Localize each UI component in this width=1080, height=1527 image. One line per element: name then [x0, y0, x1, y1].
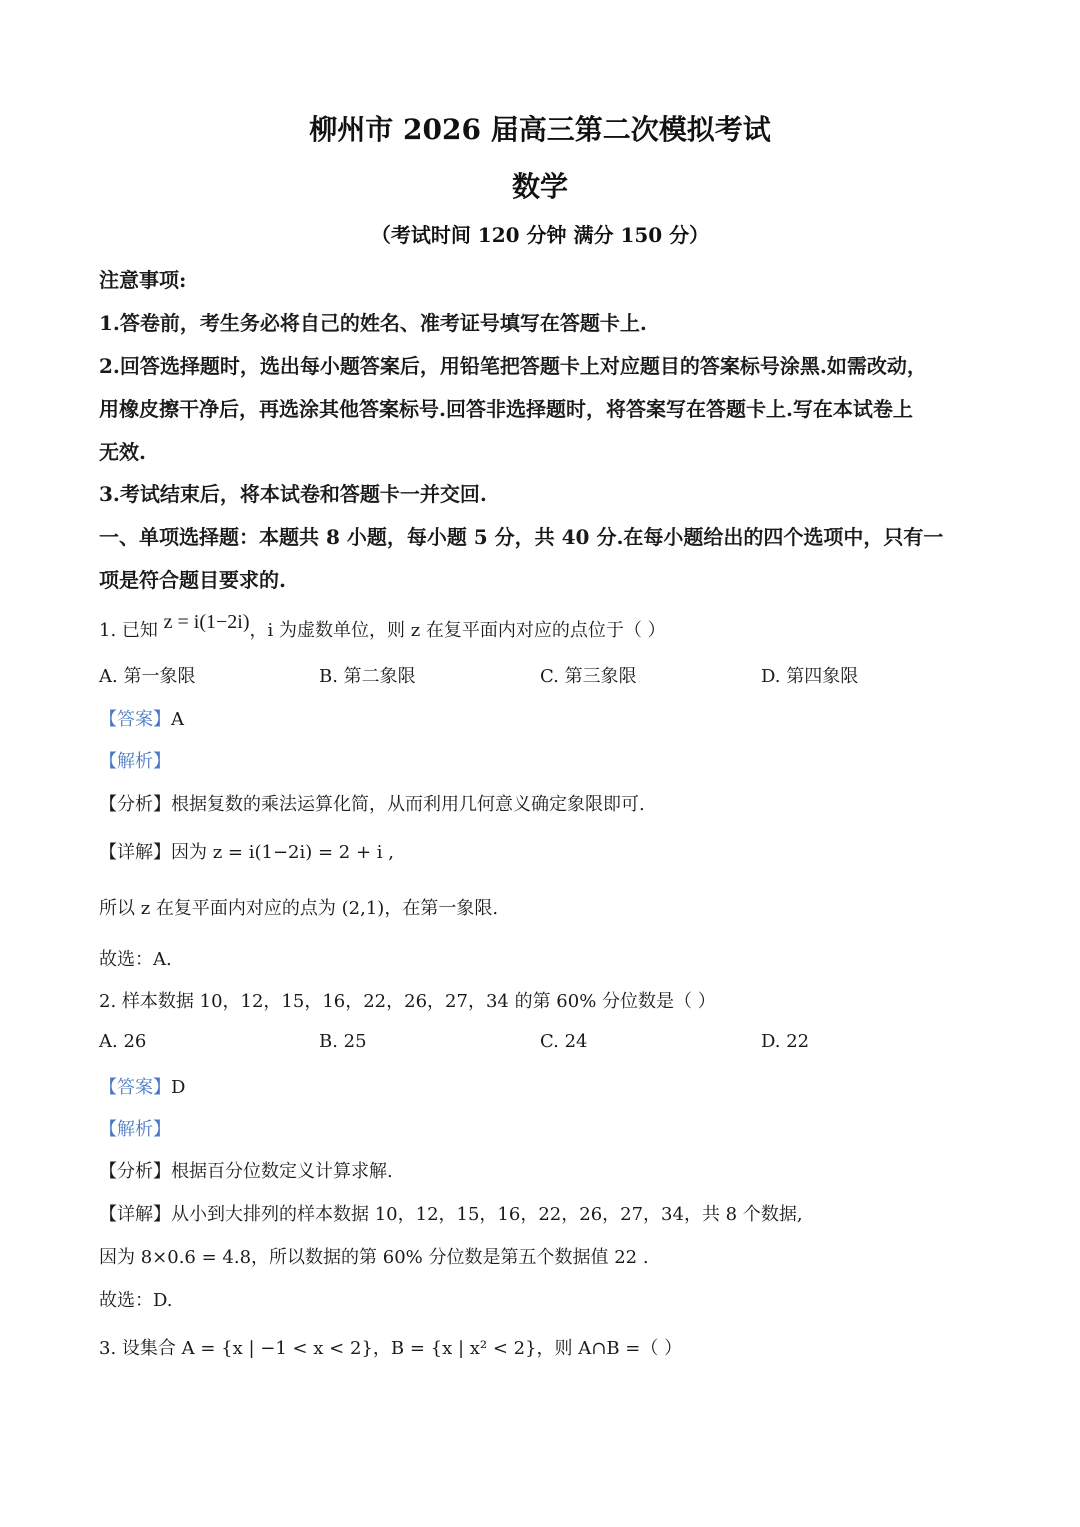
note-2-line-2: 用橡皮擦干净后，再选涂其他答案标号.回答非选择题时，将答案写在答题卡上.写在本试卷上 — [99, 397, 913, 421]
notes-heading: 注意事项: — [99, 268, 187, 292]
q1-analysis-label: 【解析】 — [99, 751, 171, 772]
q2-answer: D — [171, 1077, 186, 1098]
answer-label: 【答案】 — [99, 709, 171, 730]
q1-detail-2: 所以 z 在复平面内对应的点为 (2,1)，在第一象限. — [99, 898, 499, 919]
q1-answer-row — [99, 705, 184, 731]
question-3-stem: 3. 设集合 A = {x | −1 < x < 2}，B = {x | x² < 2}，则 A∩B =（ ） — [99, 1338, 683, 1359]
q2-option-d: D. 22 — [761, 1031, 810, 1052]
q1-formula: z = i(1−2i) — [163, 611, 250, 633]
note-2-line-3: 无效. — [99, 440, 146, 464]
q1-option-b: B. 第二象限 — [319, 666, 416, 687]
question-2-stem: 2. 样本数据 10，12，15，16，22，26，27，34 的第 60% 分位数是（ ） — [99, 991, 716, 1012]
q2-choose: 故选：D. — [99, 1290, 173, 1311]
q2-option-b: B. 25 — [319, 1031, 367, 1052]
q2-detail-row — [99, 1200, 803, 1226]
exam-info: （考试时间 120 分钟 满分 150 分） — [370, 223, 710, 247]
section-heading-line-2: 项是符合题目要求的. — [99, 568, 286, 592]
q2-option-a: A. 26 — [99, 1031, 147, 1052]
fenxi-label: 【分析】 — [99, 794, 171, 815]
note-2-line-1: 2.回答选择题时，选出每小题答案后，用铅笔把答题卡上对应题目的答案标号涂黑.如需改动， — [99, 354, 927, 378]
q1-stem-rest: ，i 为虚数单位，则 z 在复平面内对应的点位于（ ） — [249, 620, 666, 641]
xiangjie-label: 【详解】 — [99, 842, 171, 863]
q2-fenxi: 根据百分位数定义计算求解. — [171, 1161, 393, 1182]
q1-detail: 因为 z = i(1−2i) = 2 + i , — [171, 842, 394, 863]
q2-answer-row — [99, 1073, 185, 1099]
q1-answer: A — [171, 709, 184, 730]
q2-option-c: C. 24 — [540, 1031, 588, 1052]
answer-label: 【答案】 — [99, 1077, 171, 1098]
section-heading-line-1: 一、单项选择题：本题共 8 小题，每小题 5 分，共 40 分.在每小题给出的四个选项中，只有一 — [99, 525, 944, 549]
q2-fenxi-row — [99, 1157, 393, 1183]
q2-detail-2: 因为 8×0.6 = 4.8，所以数据的第 60% 分位数是第五个数据值 22 . — [99, 1247, 649, 1268]
question-1-stem — [99, 611, 666, 642]
note-1: 1.答卷前，考生务必将自己的姓名、准考证号填写在答题卡上. — [99, 311, 647, 335]
exam-title: 柳州市 2026 届高三第二次模拟考试 — [309, 113, 771, 146]
q1-fenxi-row — [99, 790, 645, 816]
fenxi-label: 【分析】 — [99, 1161, 171, 1182]
q2-analysis-label: 【解析】 — [99, 1119, 171, 1140]
q1-prefix: 1. 已知 — [99, 620, 158, 641]
q1-option-d: D. 第四象限 — [761, 666, 859, 687]
q1-option-a: A. 第一象限 — [99, 666, 196, 687]
q1-choose: 故选：A. — [99, 949, 172, 970]
q1-fenxi: 根据复数的乘法运算化简，从而利用几何意义确定象限即可. — [171, 794, 645, 815]
subject-title: 数学 — [511, 170, 568, 203]
q2-detail: 从小到大排列的样本数据 10，12，15，16，22，26，27，34，共 8 个数据, — [171, 1204, 803, 1225]
q1-detail-row — [99, 838, 394, 864]
note-3: 3.考试结束后，将本试卷和答题卡一并交回. — [99, 482, 487, 506]
q1-option-c: C. 第三象限 — [540, 666, 637, 687]
xiangjie-label: 【详解】 — [99, 1204, 171, 1225]
